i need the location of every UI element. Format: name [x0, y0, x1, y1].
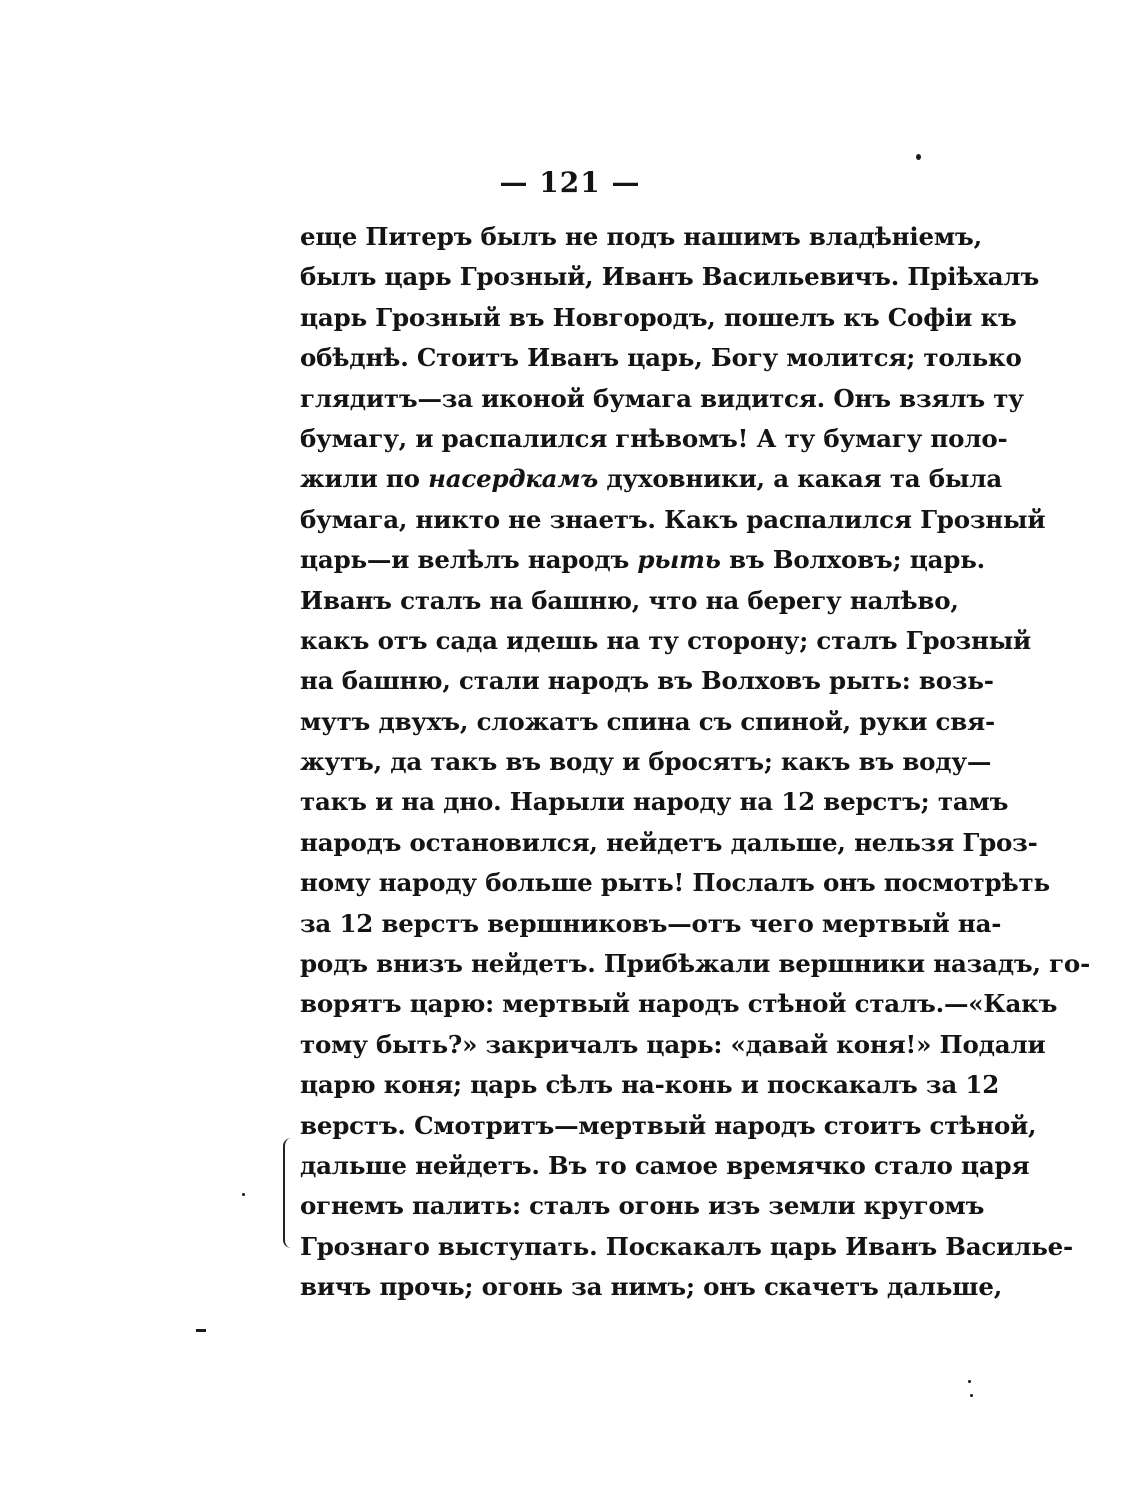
speck-mark [968, 1380, 971, 1383]
margin-dash-mark [196, 1329, 206, 1332]
text-line [300, 702, 995, 742]
text-segment: жили по [300, 464, 429, 494]
text-segment: на башню, стали народъ въ Волховъ рыть: возь- [300, 666, 994, 696]
page-number: — 121 — [499, 166, 641, 199]
text-segment: какъ отъ сада идешь на ту сторону; сталъ Грозный [300, 625, 1032, 655]
text-segment: обѣднѣ. Стоитъ Иванъ царь, Богу молится; только [300, 343, 1022, 373]
text-segment: вичъ прочь; огонь за нимъ; онъ скачетъ дальше, [300, 1272, 1003, 1302]
text-line [300, 944, 1091, 984]
text-line [300, 379, 1024, 419]
text-segment: бумагу, и распалился гнѣвомъ! А ту бумагу поло- [300, 423, 1008, 453]
speck-mark [242, 1193, 245, 1196]
text-segment: бумага, никто не знаетъ. Какъ распалился Грозный [300, 504, 1046, 534]
text-line [300, 540, 985, 580]
text-segment: тому быть?» закричалъ царь: «давай коня!» Подали [300, 1029, 1046, 1059]
text-segment: огнемъ палить: сталъ огонь изъ земли кругомъ [300, 1191, 985, 1221]
text-line [300, 338, 1022, 378]
text-segment: дальше нейдетъ. Въ то самое времячко стало царя [300, 1150, 1030, 1180]
speck-mark [970, 1394, 973, 1397]
text-segment: родъ внизъ нейдетъ. Прибѣжали вершники назадъ, го- [300, 949, 1091, 979]
text-line [300, 500, 1046, 540]
text-line [300, 904, 1002, 944]
text-line [300, 419, 1008, 459]
margin-bracket-mark [283, 1138, 295, 1248]
text-line [300, 823, 1038, 863]
text-line [300, 217, 982, 257]
italic-word: насердкамъ [428, 464, 599, 494]
text-segment: царю коня; царь сѣлъ на-конь и поскакалъ за 12 [300, 1070, 1000, 1100]
text-segment: ворятъ царю: мертвый народъ стѣной сталъ.—«Какъ [300, 989, 1058, 1019]
text-segment: такъ и на дно. Нарыли народу на 12 верстъ; тамъ [300, 787, 1009, 817]
text-line [300, 459, 1003, 499]
text-line [300, 621, 1032, 661]
text-segment: мутъ двухъ, сложатъ спина съ спиной, руки свя- [300, 706, 995, 736]
text-line [300, 257, 1040, 297]
text-line [300, 1186, 985, 1226]
text-segment: еще Питеръ былъ не подъ нашимъ владѣніемъ, [300, 222, 982, 251]
text-line [300, 1106, 1037, 1146]
speck-mark [916, 154, 921, 160]
text-segment: верстъ. Смотритъ—мертвый народъ стоитъ стѣной, [300, 1110, 1037, 1140]
text-line [300, 1025, 1046, 1065]
text-segment: духовники, а какая та была [598, 464, 1003, 494]
text-segment: ному народу больше рыть! Послалъ онъ посмотрѣть [300, 868, 1050, 898]
text-line [300, 1227, 1073, 1267]
text-line [300, 782, 1009, 822]
text-line [300, 1267, 1003, 1307]
text-segment: глядитъ—за иконой бумага видится. Онъ взялъ ту [300, 383, 1024, 413]
text-segment: въ Волховъ; царь. [720, 545, 985, 575]
text-segment: Грознаго выступать. Поскакалъ царь Иванъ Василье- [300, 1231, 1073, 1261]
text-segment: Иванъ сталъ на башню, что на берегу налѣво, [300, 585, 959, 615]
text-line [300, 661, 994, 701]
text-segment: царь Грозный въ Новгородъ, пошелъ къ Софіи къ [300, 302, 1017, 332]
text-line [300, 298, 1017, 338]
italic-word: рыть [637, 545, 721, 575]
text-segment: народъ остановился, нейдетъ дальше, нельзя Гроз- [300, 827, 1038, 857]
text-line [300, 1065, 1000, 1105]
text-segment: за 12 верстъ вершниковъ—отъ чего мертвый на- [300, 908, 1002, 938]
text-segment: жутъ, да такъ въ воду и бросятъ; какъ въ воду— [300, 747, 992, 777]
text-line [300, 742, 992, 782]
text-line [300, 1146, 1030, 1186]
text-line [300, 581, 959, 621]
text-segment: былъ царь Грозный, Иванъ Васильевичъ. Пріѣхалъ [300, 262, 1040, 292]
text-segment: царь—и велѣлъ народъ [300, 545, 638, 575]
body-text [300, 217, 1091, 1308]
text-line [300, 984, 1058, 1024]
text-line [300, 863, 1050, 903]
